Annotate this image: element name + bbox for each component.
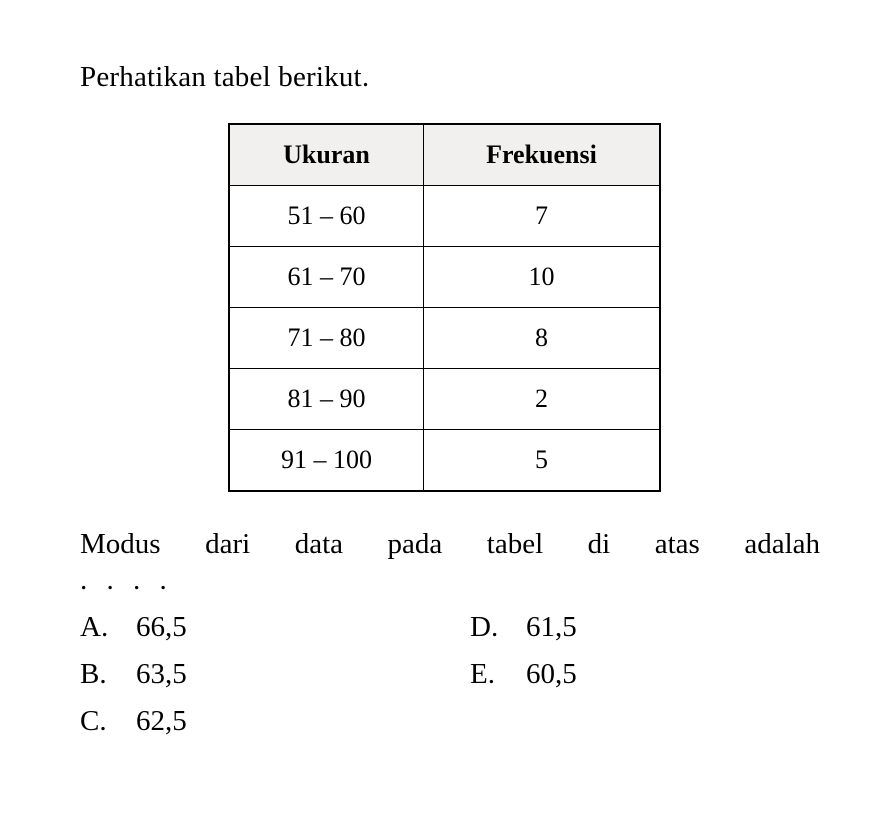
- cell-frekuensi: 2: [424, 368, 661, 429]
- prompt-text: Perhatikan tabel berikut.: [80, 61, 370, 93]
- cell-ukuran: 51 – 60: [229, 185, 424, 246]
- cell-ukuran: 81 – 90: [229, 368, 424, 429]
- table-row: [229, 246, 660, 307]
- table-row: [229, 307, 660, 368]
- cell-ukuran: 61 – 70: [229, 246, 424, 307]
- table-row: [229, 185, 660, 246]
- option-e[interactable]: [470, 658, 577, 691]
- option-text: 61,5: [526, 611, 577, 644]
- answer-blank-dots: . . . .: [80, 564, 173, 597]
- option-d[interactable]: [470, 611, 577, 644]
- header-cell-frekuensi: Frekuensi: [424, 124, 661, 186]
- cell-frekuensi: 7: [424, 185, 661, 246]
- option-text: 63,5: [136, 658, 187, 691]
- frequency-table-wrapper: [228, 123, 825, 492]
- table-header: [229, 124, 660, 186]
- cell-frekuensi: 10: [424, 246, 661, 307]
- option-a[interactable]: [80, 611, 470, 644]
- option-b[interactable]: [80, 658, 470, 691]
- option-letter: E.: [470, 658, 495, 691]
- option-c[interactable]: [80, 705, 470, 738]
- table-row: [229, 368, 660, 429]
- cell-frekuensi: 5: [424, 429, 661, 491]
- table-body: [229, 185, 660, 491]
- option-text: 62,5: [136, 705, 187, 738]
- option-letter: B.: [80, 658, 107, 691]
- table-row: [229, 429, 660, 491]
- frequency-table: [228, 123, 661, 492]
- option-row: [80, 705, 720, 752]
- option-letter: D.: [470, 611, 499, 644]
- cell-frekuensi: 8: [424, 307, 661, 368]
- option-letter: C.: [80, 705, 107, 738]
- option-row: [80, 658, 720, 705]
- option-text: 60,5: [526, 658, 577, 691]
- option-text: 66,5: [136, 611, 187, 644]
- header-cell-ukuran: Ukuran: [229, 124, 424, 186]
- cell-ukuran: 91 – 100: [229, 429, 424, 491]
- question-text: Modus dari data pada tabel di atas adalah: [80, 527, 820, 560]
- cell-ukuran: 71 – 80: [229, 307, 424, 368]
- answer-options: [80, 611, 720, 752]
- option-letter: A.: [80, 611, 109, 644]
- table-header-row: [229, 124, 660, 186]
- option-row: [80, 611, 720, 658]
